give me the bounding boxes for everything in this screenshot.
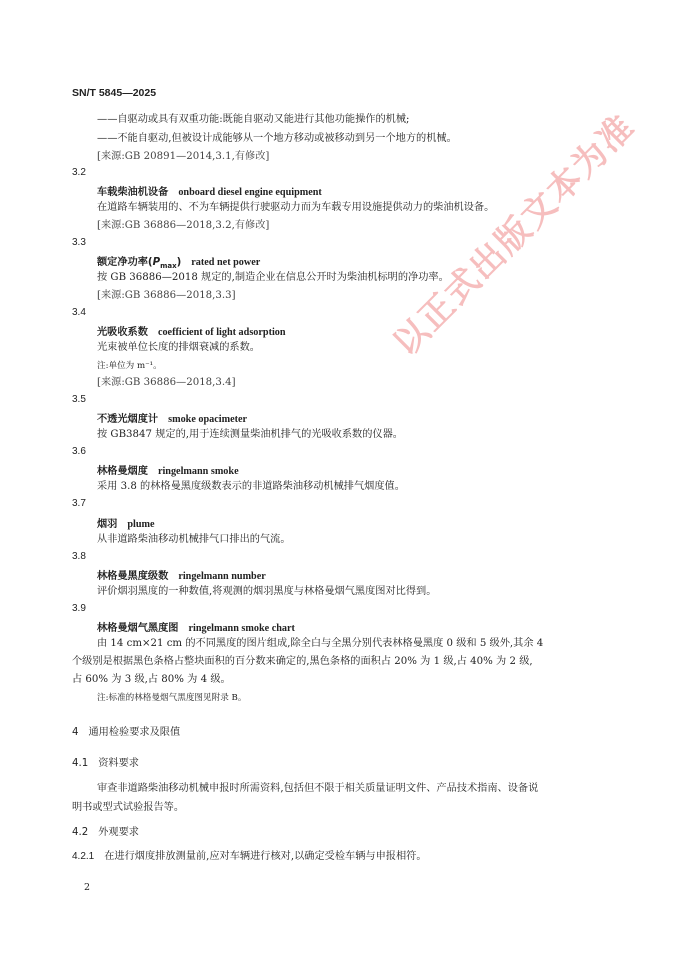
- paragraph: 审查非道路柴油移动机械申报时所需资料,包括但不限于相关质量证明文件、产品技术指南、设备说: [97, 783, 539, 794]
- standard-code: SN/T 5845—2025: [72, 87, 157, 99]
- term-cn: 车载柴油机设备: [97, 187, 169, 198]
- intro-line: ——不能自驱动,但被设计成能够从一个地方移动或被移动到另一个地方的机械。: [97, 133, 457, 144]
- term-definition: 占 60% 为 3 级,占 80% 为 4 级。: [72, 674, 231, 685]
- clause-number: 3.9: [72, 603, 86, 614]
- term-definition: 从非道路柴油移动机械排气口排出的气流。: [97, 534, 291, 545]
- subsection-heading: [72, 754, 139, 769]
- term-en: ringelmann smoke: [157, 466, 239, 477]
- section-number: 4.1: [72, 758, 89, 769]
- symbol-subscript: max: [160, 262, 177, 271]
- clause-number: 3.8: [72, 551, 86, 562]
- term-heading: [97, 515, 155, 530]
- term-cn: 不透光烟度计: [97, 414, 159, 425]
- term-cn: 林格曼烟度: [97, 466, 148, 477]
- term-definition: 采用 3.8 的林格曼黑度级数表示的非道路柴油移动机械排气烟度值。: [97, 481, 405, 492]
- term-cn: 额定净功率(: [97, 257, 153, 268]
- term-en: plume: [127, 519, 155, 530]
- term-heading: [97, 253, 260, 270]
- term-cn: 林格曼黑度级数: [97, 571, 169, 582]
- term-definition: 由 14 cm×21 cm 的不同黑度的图片组成,除全白与全黑分别代表林格曼黑度 0 级和 5 级外,其余 4: [97, 638, 544, 649]
- term-definition: 光束被单位长度的排烟衰减的系数。: [97, 342, 260, 353]
- source-note: [来源:GB 20891—2014,3.1,有修改]: [97, 151, 270, 162]
- term-cn: 林格曼烟气黑度图: [97, 623, 179, 634]
- clause-number: 3.2: [72, 167, 86, 178]
- source-note: [来源:GB 36886—2018,3.2,有修改]: [97, 220, 270, 231]
- clause-text: 在进行烟度排放测量前,应对车辆进行核对,以确定受检车辆与申报相符。: [104, 851, 427, 862]
- section-title: 通用检验要求及限值: [88, 727, 181, 738]
- term-heading: [97, 619, 295, 634]
- clause-number: 3.3: [72, 237, 86, 248]
- subsection-heading: [72, 823, 139, 838]
- term-heading: [97, 567, 266, 582]
- term-definition: 按 GB3847 规定的,用于连续测量柴油机排气的光吸收系数的仪器。: [97, 429, 403, 440]
- symbol: P: [152, 257, 161, 268]
- term-heading: [97, 323, 286, 338]
- section-number: 4: [72, 727, 79, 738]
- source-note: [来源:GB 36886—2018,3.3]: [97, 290, 236, 301]
- clause-number: 3.7: [72, 498, 86, 509]
- term-cn: 光吸收系数: [97, 327, 148, 338]
- term-definition: 按 GB 36886—2018 规定的,制造企业在信息公开时为柴油机标明的净功率。: [97, 272, 449, 283]
- term-en: ringelmann smoke chart: [188, 623, 295, 634]
- paragraph: 明书或型式试验报告等。: [72, 802, 185, 813]
- term-en: smoke opacimeter: [168, 414, 248, 425]
- clause-number: 3.6: [72, 446, 86, 457]
- intro-line: ——自驱动或具有双重功能:既能自驱动又能进行其他功能操作的机械;: [97, 114, 410, 125]
- clause-number: 4.2.1: [72, 851, 95, 862]
- section-title: 资料要求: [98, 758, 139, 769]
- page-number: 2: [84, 882, 91, 893]
- paren: ): [176, 257, 182, 268]
- section-number: 4.2: [72, 827, 89, 838]
- term-definition: 在道路车辆装用的、不为车辆提供行驶驱动力而为车载专用设施提供动力的柴油机设备。: [97, 202, 495, 213]
- clause-number: 3.4: [72, 307, 86, 318]
- term-heading: [97, 183, 322, 198]
- note: 注:标准的林格曼烟气黑度图见附录 B。: [97, 693, 247, 703]
- note: 注:单位为 m⁻¹。: [97, 361, 162, 371]
- clause: [72, 850, 427, 864]
- term-en: onboard diesel engine equipment: [178, 187, 322, 198]
- term-definition: 评价烟羽黑度的一种数值,将观测的烟羽黑度与林格曼烟气黑度图对比得到。: [97, 586, 437, 597]
- section-title: 外观要求: [98, 827, 139, 838]
- term-en: ringelmann number: [178, 571, 266, 582]
- term-en: rated net power: [191, 257, 261, 268]
- term-definition: 个级别是根据黑色条格占整块面积的百分数来确定的,黑色条格的面积占 20% 为 1 级,占 40% 为 2 级,: [72, 656, 533, 667]
- watermark: 以正式出版文本为准: [385, 106, 644, 364]
- term-heading: [97, 462, 239, 477]
- section-heading: [72, 723, 180, 738]
- source-note: [来源:GB 36886—2018,3.4]: [97, 377, 236, 388]
- term-en: coefficient of light adsorption: [157, 327, 286, 338]
- clause-number: 3.5: [72, 394, 86, 405]
- term-heading: [97, 410, 247, 425]
- term-cn: 烟羽: [97, 519, 118, 530]
